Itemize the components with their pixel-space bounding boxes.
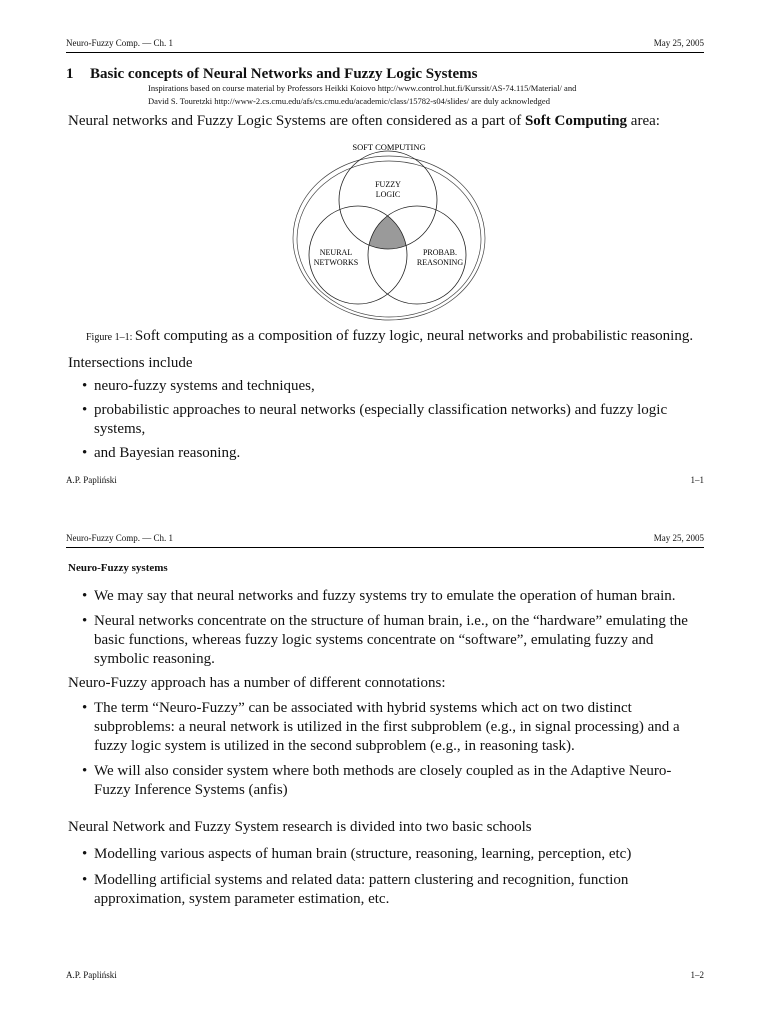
list-item-text: We will also consider system where both methods are closely coupled as in the Adaptive Neuro-Fuzzy Inference Systems (anfis) [94, 763, 672, 798]
list-item-text: The term “Neuro-Fuzzy” can be associated with hybrid systems which act on two distinct subproblems: a neural network is utilized in the first subproblem (e.g., in signal processing) and a fuzzy logic system is utilized in the second subproblem (e.g., in reasoning task). [94, 700, 680, 754]
acknowledgement-line-2: David S. Touretzki http://www-2.cs.cmu.edu/afs/cs.cmu.edu/academic/class/15782-s04/slides/ are duly acknowledged [148, 96, 550, 106]
header-rule [66, 547, 704, 548]
intro-bold-term: Soft Computing [524, 113, 628, 129]
bullet-glyph: • [82, 846, 88, 862]
label-logic: LOGIC [375, 190, 401, 199]
bullet-glyph: • [82, 588, 88, 604]
footer-page-number: 1–2 [690, 970, 704, 980]
list-item-text: probabilistic approaches to neural networks (especially classification networks) and fuzzy logic systems, [94, 402, 668, 437]
acknowledgement-line-1: Inspirations based on course material by Professors Heikki Koiovo http://www.control.hut.fi/Kurssit/AS-74.115/Material/ and [148, 83, 577, 93]
connotations-intro: Neuro-Fuzzy approach has a number of different connotations: [68, 675, 446, 691]
list-item-text: We may say that neural networks and fuzzy systems try to emulate the operation of human brain. [94, 588, 676, 604]
section-heading [66, 66, 477, 83]
footer-page-number: 1–1 [690, 475, 704, 485]
list-item-text: Neural networks concentrate on the structure of human brain, i.e., on the “hardware” emulating the basic functions, whereas fuzzy logic systems concentrate on “software”, emulating fuzzy and symbolic reasoning. [94, 613, 688, 667]
bullet-glyph: • [82, 402, 88, 418]
running-header-date: May 25, 2005 [653, 38, 704, 48]
running-header-left: Neuro-Fuzzy Comp. — Ch. 1 [66, 533, 173, 543]
section-heading: Neuro-Fuzzy systems [68, 562, 168, 574]
bullet-glyph: • [82, 378, 88, 394]
bullet-glyph: • [82, 763, 88, 779]
schools-intro: Neural Network and Fuzzy System research is divided into two basic schools [68, 819, 532, 835]
intersections-intro: Intersections include [68, 355, 193, 371]
soft-computing-venn-diagram [260, 138, 510, 324]
label-networks: NETWORKS [313, 258, 359, 267]
bullet-glyph: • [82, 445, 88, 461]
label-probab: PROBAB. [422, 248, 458, 257]
figure-caption [86, 328, 693, 345]
intro-text-end: area: [627, 113, 660, 129]
list-item-text: Modelling artificial systems and related data: pattern clustering and recognition, function approximation, system parameter estimation, etc. [94, 872, 629, 907]
intro-paragraph [68, 112, 660, 131]
intro-text: Neural networks and Fuzzy Logic Systems are often considered as a part of [68, 113, 525, 129]
bullet-glyph: • [82, 700, 88, 716]
bullet-glyph: • [82, 613, 88, 629]
footer-author: A.P. Papliński [66, 475, 117, 485]
header-rule [66, 52, 704, 53]
label-soft-computing: SOFT COMPUTING [352, 142, 426, 152]
running-header-date: May 25, 2005 [653, 533, 704, 543]
label-reasoning: REASONING [416, 258, 464, 267]
figure-caption-text: Soft computing as a composition of fuzzy logic, neural networks and probabilistic reasoning. [134, 328, 694, 344]
list-item-text: neuro-fuzzy systems and techniques, [94, 378, 315, 394]
bullet-glyph: • [82, 872, 88, 888]
list-item-text: and Bayesian reasoning. [94, 445, 241, 461]
label-neural: NEURAL [319, 248, 353, 257]
section-title: Basic concepts of Neural Networks and Fuzzy Logic Systems [90, 66, 478, 82]
running-header-left: Neuro-Fuzzy Comp. — Ch. 1 [66, 38, 173, 48]
label-fuzzy: FUZZY [375, 180, 401, 189]
figure-label: Figure 1–1: [86, 332, 135, 343]
footer-author: A.P. Papliński [66, 970, 117, 980]
section-number: 1 [66, 66, 74, 82]
list-item-text: Modelling various aspects of human brain (structure, reasoning, learning, perception, etc) [94, 846, 632, 862]
